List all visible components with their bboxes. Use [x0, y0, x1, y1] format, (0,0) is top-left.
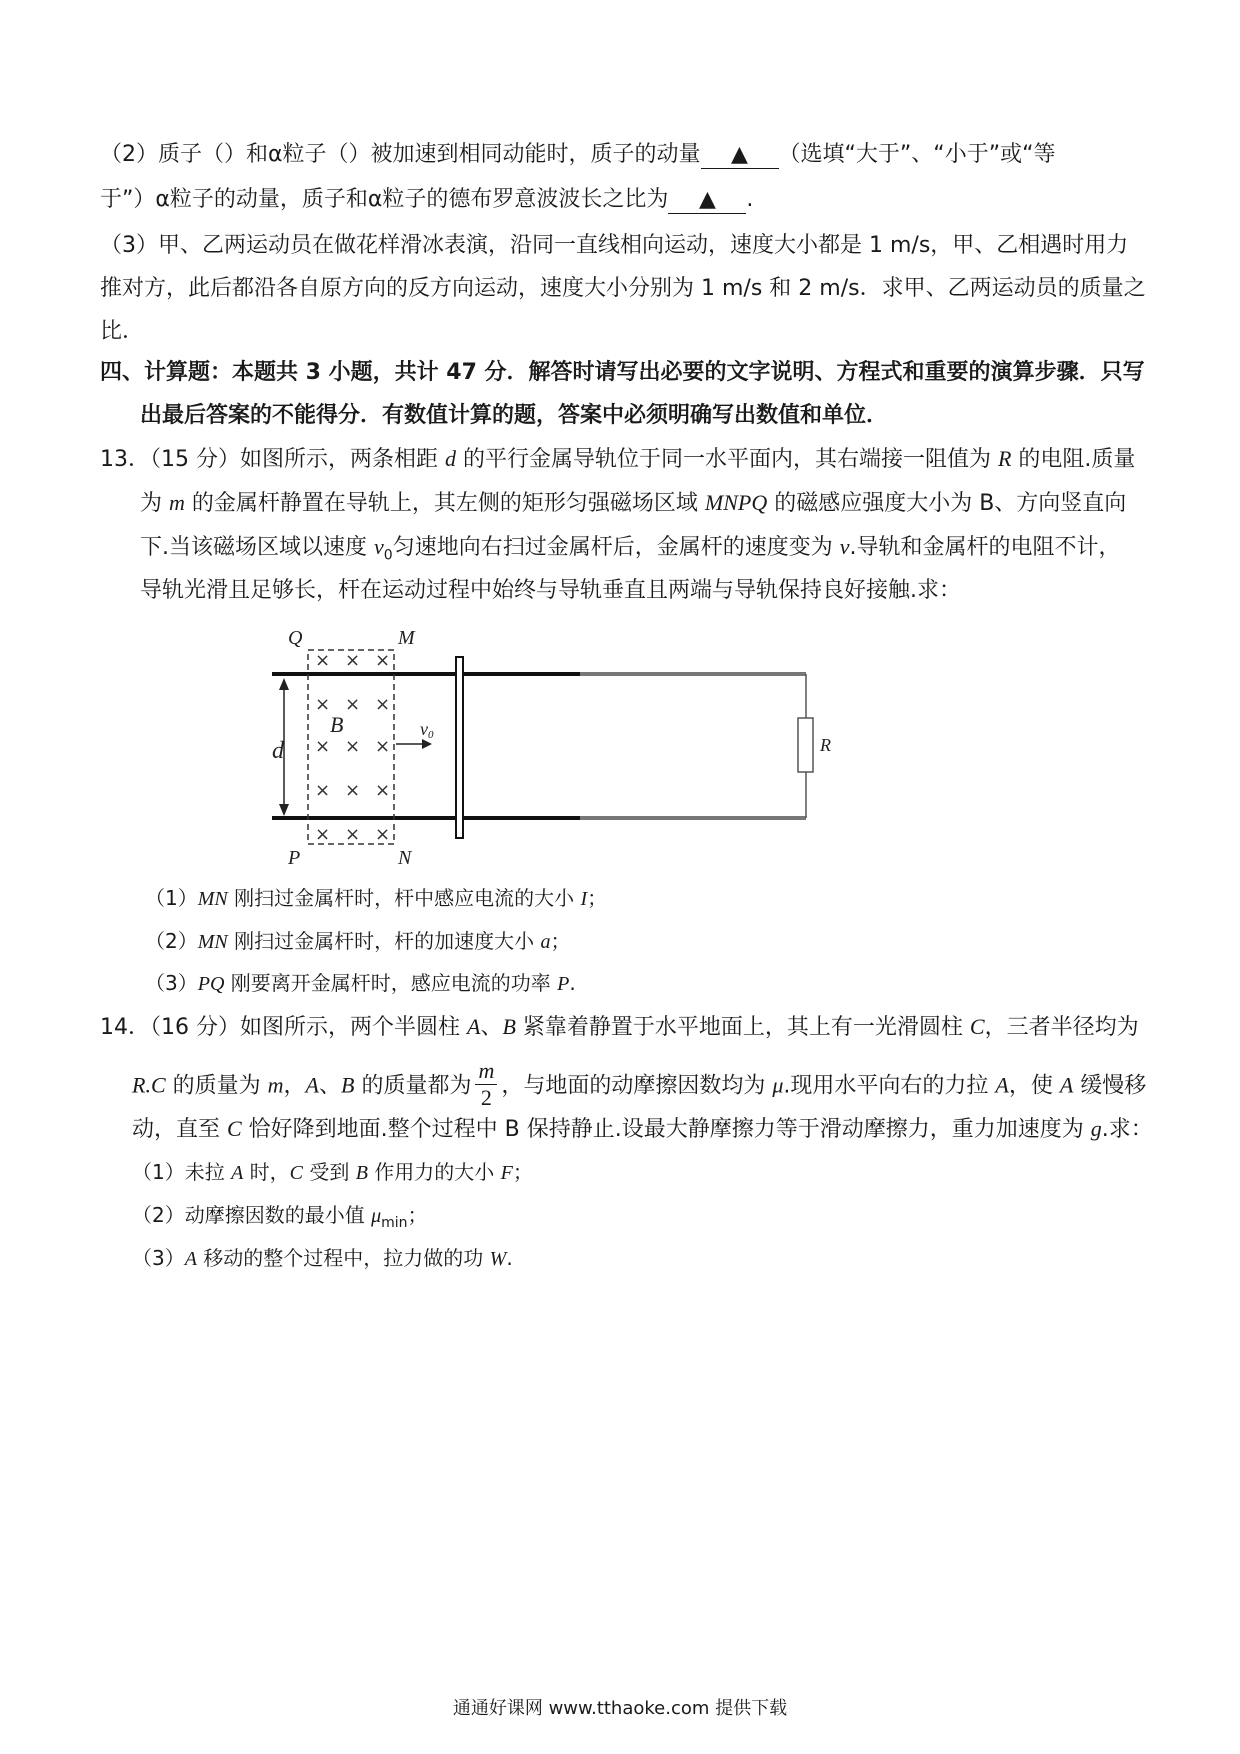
numerator: m — [475, 1058, 497, 1085]
var: MN — [197, 931, 228, 953]
text: 时， — [243, 1160, 290, 1184]
var: A — [1059, 1072, 1074, 1098]
q14-line3 — [132, 1114, 1153, 1145]
text: 的电阻.质量 — [1011, 447, 1136, 472]
text: （3） — [132, 1246, 185, 1270]
cross-mark: × — [345, 780, 361, 801]
var-v: v — [839, 534, 850, 559]
var: MN — [197, 888, 228, 910]
text: 、 — [318, 1073, 341, 1099]
text: 恰好降到地面.整个过程中 B 保持静止.设最大静摩擦力等于滑动摩擦力，重力加速度为 — [241, 1117, 1091, 1142]
cross-mark: × — [375, 694, 391, 715]
label-R: R — [820, 735, 831, 755]
var: A — [305, 1072, 319, 1098]
var: C — [969, 1014, 985, 1039]
text: （1）未拉 — [132, 1160, 232, 1184]
text: 的金属杆静置在导轨上，其左侧的矩形匀强磁场区域 — [184, 491, 705, 516]
d-arrow-up — [279, 678, 289, 690]
text: 于”）α粒子的动量，质子和α粒子的德布罗意波波长之比为 — [100, 187, 669, 212]
text: 匀速地向右扫过金属杆后，金属杆的速度变为 — [392, 535, 840, 560]
var-R: R — [997, 446, 1012, 471]
cross-mark: × — [345, 736, 361, 757]
text: 缓慢移 — [1073, 1073, 1147, 1099]
text: （1） — [145, 886, 198, 910]
cross-mark: × — [345, 824, 361, 845]
text: 受到 — [303, 1160, 356, 1184]
label-N: N — [398, 847, 412, 869]
q14-line2 — [132, 1060, 1146, 1113]
text: 13．（15 分）如图所示，两条相距 — [100, 447, 445, 472]
v-sub: 0 — [428, 729, 434, 741]
cross-mark: × — [375, 780, 391, 801]
cross-mark: × — [315, 650, 331, 671]
text: （2）动摩擦因数的最小值 — [132, 1203, 372, 1227]
text: 14．（16 分）如图所示，两个半圆柱 — [100, 1015, 467, 1040]
text: 移动的整个过程中，拉力做的功 — [196, 1246, 490, 1270]
text: 的质量为 — [165, 1073, 268, 1099]
var: I — [580, 888, 588, 910]
text: 的平行金属导轨位于同一水平面内，其右端接一阻值为 — [455, 447, 998, 472]
var-d: d — [444, 446, 456, 471]
var: B — [502, 1014, 516, 1039]
var: A — [231, 1162, 244, 1184]
var: μ — [371, 1205, 382, 1227]
text: .导轨和金属杆的电阻不计， — [849, 535, 1121, 560]
var: A — [184, 1248, 197, 1270]
text: 紧靠着静置于水平地面上，其上有一光滑圆柱 — [515, 1015, 970, 1040]
page-footer: 通通好课网 www.tthaoke.com 提供下载 — [452, 1698, 788, 1719]
var: m — [267, 1072, 284, 1098]
q14-sub2 — [132, 1200, 428, 1238]
q13-sub1 — [145, 883, 607, 914]
q14-sub1 — [132, 1157, 533, 1188]
text: ； — [587, 886, 608, 910]
var: B — [341, 1072, 355, 1098]
text: 、 — [480, 1015, 503, 1040]
q13-line4: 导轨光滑且足够长，杆在运动过程中始终与导轨垂直且两端与导轨保持良好接触.求： — [140, 578, 961, 603]
text: 动，直至 — [132, 1117, 227, 1142]
section4-line2: 出最后答案的不能得分．有数值计算的题，答案中必须明确写出数值和单位． — [140, 403, 889, 428]
var-v0: v — [374, 534, 384, 559]
cross-mark: × — [345, 694, 361, 715]
q12-p3-line1: （3）甲、乙两运动员在做花样滑冰表演，沿同一直线相向运动，速度大小都是 1 m/s，甲、乙相遇时用力 — [100, 233, 1129, 258]
cross-mark: × — [375, 736, 391, 757]
text: （2） — [145, 929, 198, 953]
text: （2）质子（）和α粒子（）被加速到相同动能时，质子的动量 — [100, 142, 701, 167]
var: C — [227, 1116, 242, 1141]
cross-mark: × — [375, 650, 391, 671]
cross-mark: × — [375, 824, 391, 845]
cross-mark: × — [315, 736, 331, 757]
text: .现用水平向右的力拉 — [783, 1073, 996, 1099]
var: R.C — [132, 1072, 166, 1098]
q13-sub2 — [145, 926, 570, 957]
text: . — [506, 1246, 513, 1270]
var: a — [540, 931, 551, 953]
label-Q: Q — [288, 627, 303, 649]
text: ， — [283, 1073, 306, 1099]
var-MNPQ: MNPQ — [704, 490, 768, 515]
var: PQ — [197, 973, 225, 995]
answer-blank: ▲ — [701, 142, 779, 169]
q13-sub3 — [145, 968, 576, 999]
text: . — [569, 971, 576, 995]
denominator: 2 — [480, 1085, 492, 1110]
subscript: 0 — [383, 547, 393, 564]
text: 下.当该磁场区域以速度 — [140, 535, 374, 560]
var-m: m — [169, 490, 185, 515]
metal-bar — [456, 657, 463, 838]
text: （选填“大于”、“小于”或“等 — [778, 142, 1056, 167]
var: B — [355, 1162, 368, 1184]
cross-mark: × — [315, 694, 331, 715]
cross-mark: × — [315, 780, 331, 801]
answer-blank: ▲ — [668, 187, 746, 214]
text: 的质量都为 — [354, 1073, 472, 1099]
text: 刚要离开金属杆时，感应电流的功率 — [224, 971, 558, 995]
text: ，与地面的动摩擦因数均为 — [501, 1073, 773, 1099]
q12-p3-line3: 比． — [100, 319, 145, 344]
label-v0 — [420, 719, 434, 741]
fraction-m-over-2 — [475, 1058, 497, 1111]
resistor — [798, 718, 813, 772]
cross-mark: × — [345, 650, 361, 671]
subscript: min — [381, 1215, 408, 1231]
label-M: M — [398, 627, 415, 649]
var: g — [1090, 1116, 1102, 1141]
label-P: P — [288, 847, 301, 869]
text: 作用力的大小 — [367, 1160, 501, 1184]
q14-line1 — [100, 1012, 1139, 1043]
text: 为 — [140, 491, 169, 516]
field-crosses — [315, 650, 390, 845]
text: 刚扫过金属杆时，杆的加速度大小 — [227, 929, 541, 953]
v: v — [420, 719, 428, 739]
text: ，三者半径均为 — [984, 1015, 1139, 1040]
section4-line1: 四、计算题：本题共 3 小题，共计 47 分．解答时请写出必要的文字说明、方程式和重要的演算步骤．只写 — [100, 360, 1145, 385]
var: A — [995, 1072, 1009, 1098]
text: ； — [550, 929, 571, 953]
q12-p3-line2: 推对方，此后都沿各自原方向的反方向运动，速度大小分别为 1 m/s 和 2 m/s．求甲、乙两运动员的质量之 — [100, 276, 1146, 301]
cross-mark: × — [315, 824, 331, 845]
var: C — [289, 1162, 304, 1184]
text: ； — [407, 1203, 428, 1227]
text: ，使 — [1008, 1073, 1060, 1099]
var: F — [500, 1162, 513, 1184]
text: 的磁感应强度大小为 B、方向竖直向 — [767, 491, 1127, 516]
text: 刚扫过金属杆时，杆中感应电流的大小 — [227, 886, 581, 910]
var: P — [557, 973, 570, 995]
var: A — [466, 1014, 481, 1039]
var: W — [489, 1248, 507, 1270]
var: μ — [772, 1072, 784, 1098]
text: （3） — [145, 971, 198, 995]
label-d: d — [272, 738, 284, 764]
text: ； — [512, 1160, 533, 1184]
text: . — [746, 187, 754, 212]
text: .求： — [1101, 1117, 1153, 1142]
q14-sub3 — [132, 1243, 513, 1274]
d-arrow-down — [279, 804, 289, 816]
label-B: B — [330, 712, 344, 737]
